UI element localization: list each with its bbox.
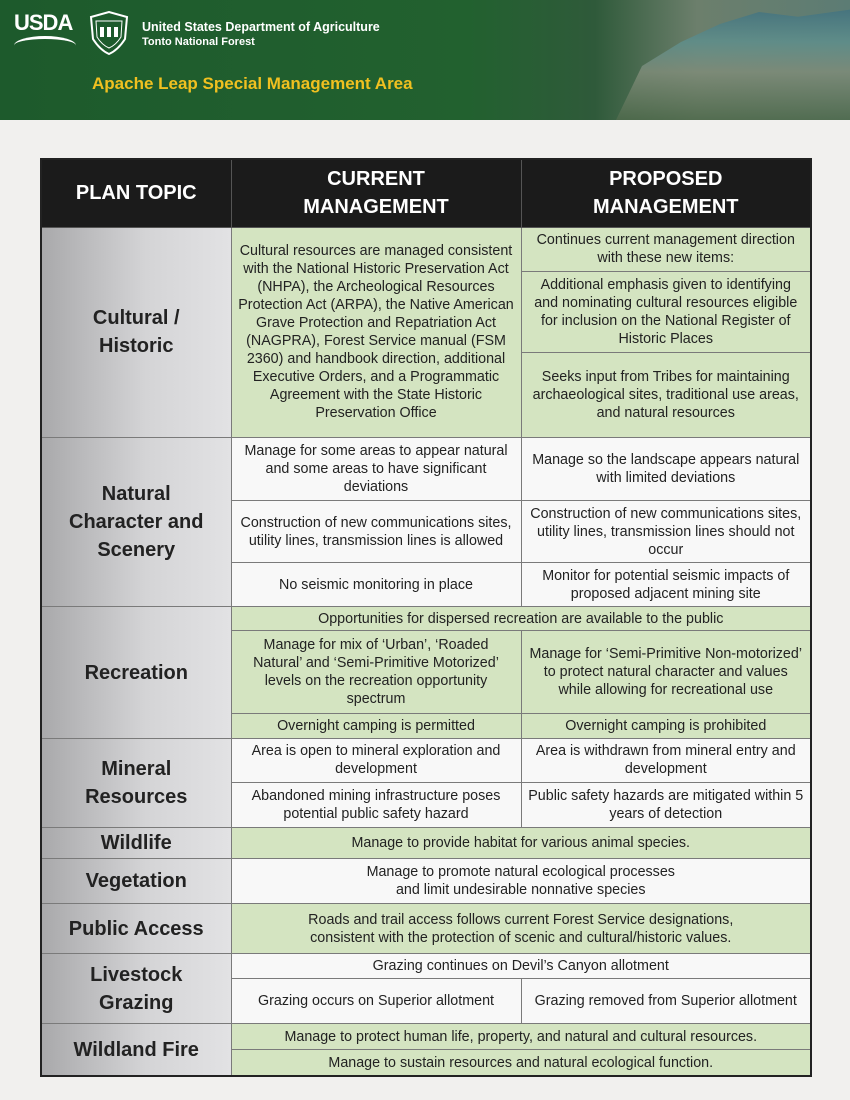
area-title: Apache Leap Special Management Area bbox=[92, 74, 413, 93]
cliff-photo bbox=[590, 0, 850, 120]
natural-proposed-1: Manage so the landscape appears natural with limited deviations bbox=[521, 438, 811, 501]
natural-current-3: No seismic monitoring in place bbox=[231, 563, 521, 607]
recreation-proposed-2: Manage for ‘Semi-Primitive Non-motorized’ to protect natural character and values while allowing for recreational use bbox=[521, 631, 811, 713]
natural-current-1: Manage for some areas to appear natural and some areas to have significant deviations bbox=[231, 438, 521, 501]
table-row bbox=[41, 827, 811, 858]
forest-service-shield-icon bbox=[88, 11, 130, 55]
plan-comparison-table bbox=[40, 158, 812, 1077]
cultural-current: Cultural resources are managed consistent with the National Historic Preservation Act (NHPA), the Archeological Resources Protection Act (ARPA), the Native American Grave Protection and Repatriation Act (NAGPRA), Forest Service manual (FSM 2360) and handbook direction, additional Executive Orders, and a Programmatic Agreement with the State Historic Preservation Office bbox=[231, 227, 521, 437]
mineral-proposed-2: Public safety hazards are mitigated within 5 years of detection bbox=[521, 782, 811, 827]
table-row bbox=[41, 438, 811, 501]
recreation-current-2: Manage for mix of ‘Urban’, ‘Roaded Natural’ and ‘Semi-Primitive Motorized’ levels on the recreation opportunity spectrum bbox=[231, 631, 521, 713]
natural-proposed-2: Construction of new communications sites, utility lines, transmission lines should not occur bbox=[521, 501, 811, 563]
table-row bbox=[41, 858, 811, 903]
agency-name bbox=[142, 20, 380, 50]
topic-vegetation: Vegetation bbox=[41, 858, 231, 903]
usda-swoosh-icon bbox=[14, 36, 76, 55]
topic-mineral-resources: Mineral Resources bbox=[41, 738, 231, 827]
wildlife-both: Manage to provide habitat for various animal species. bbox=[231, 827, 811, 858]
recreation-current-3: Overnight camping is permitted bbox=[231, 713, 521, 738]
recreation-proposed-3: Overnight camping is prohibited bbox=[521, 713, 811, 738]
header-plan-topic: PLAN TOPIC bbox=[41, 159, 231, 227]
header-current-management: CURRENT MANAGEMENT bbox=[231, 159, 521, 227]
mineral-proposed-1: Area is withdrawn from mineral entry and development bbox=[521, 738, 811, 782]
table-row bbox=[41, 607, 811, 631]
topic-wildland-fire: Wildland Fire bbox=[41, 1024, 231, 1076]
livestock-current-2: Grazing occurs on Superior allotment bbox=[231, 979, 521, 1024]
natural-current-2: Construction of new communications sites, utility lines, transmission lines is allowed bbox=[231, 501, 521, 563]
fire-both-1: Manage to protect human life, property, and natural and cultural resources. bbox=[231, 1024, 811, 1050]
table-row bbox=[41, 738, 811, 782]
recreation-both-1: Opportunities for dispersed recreation are available to the public bbox=[231, 607, 811, 631]
agency-line1: United States Department of Agriculture bbox=[142, 20, 380, 34]
table-row bbox=[41, 904, 811, 954]
header-banner bbox=[0, 0, 850, 120]
access-both: Roads and trail access follows current Forest Service designations, consistent with the protection of scenic and cultural/historic values. bbox=[231, 904, 811, 954]
cultural-proposed-2: Additional emphasis given to identifying and nominating cultural resources eligible for inclusion on the National Register of Historic Places bbox=[521, 271, 811, 352]
vegetation-both: Manage to promote natural ecological processes and limit undesirable nonnative species bbox=[231, 858, 811, 903]
livestock-both-1: Grazing continues on Devil’s Canyon allotment bbox=[231, 954, 811, 979]
mineral-current-2: Abandoned mining infrastructure poses potential public safety hazard bbox=[231, 782, 521, 827]
topic-cultural-historic: Cultural / Historic bbox=[41, 227, 231, 437]
topic-natural-character-scenery: Natural Character and Scenery bbox=[41, 438, 231, 607]
table-header-row bbox=[41, 159, 811, 227]
topic-recreation: Recreation bbox=[41, 607, 231, 738]
usda-logo: USDA bbox=[14, 10, 73, 35]
natural-proposed-3: Monitor for potential seismic impacts of proposed adjacent mining site bbox=[521, 563, 811, 607]
topic-wildlife: Wildlife bbox=[41, 827, 231, 858]
topic-livestock-grazing: Livestock Grazing bbox=[41, 954, 231, 1024]
table-row bbox=[41, 954, 811, 979]
livestock-proposed-2: Grazing removed from Superior allotment bbox=[521, 979, 811, 1024]
topic-public-access: Public Access bbox=[41, 904, 231, 954]
table-row bbox=[41, 1024, 811, 1050]
cultural-proposed-3: Seeks input from Tribes for maintaining archaeological sites, traditional use areas, and natural resources bbox=[521, 352, 811, 437]
header-proposed-management: PROPOSED MANAGEMENT bbox=[521, 159, 811, 227]
mineral-current-1: Area is open to mineral exploration and development bbox=[231, 738, 521, 782]
cultural-proposed-1: Continues current management direction with these new items: bbox=[521, 227, 811, 271]
agency-line2: Tonto National Forest bbox=[142, 36, 255, 48]
fire-both-2: Manage to sustain resources and natural ecological function. bbox=[231, 1050, 811, 1076]
table-row bbox=[41, 227, 811, 271]
